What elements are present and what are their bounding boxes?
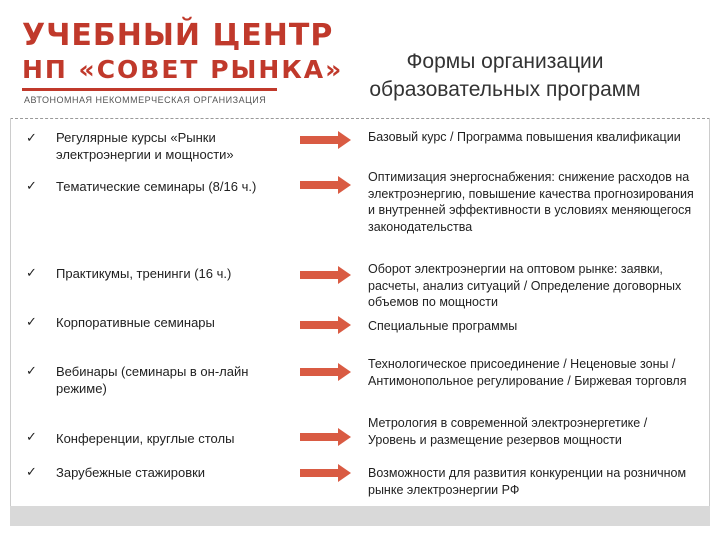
format-label: Зарубежные стажировки [56,465,206,480]
footer-bar [10,506,710,526]
checkmark-icon: ✓ [26,130,37,145]
page-title: Формы организации образовательных программ [369,50,641,101]
arrow-right-icon [300,265,352,285]
checkmark-icon: ✓ [26,265,37,280]
checkmark-icon: ✓ [26,314,37,329]
checkmark-icon: ✓ [26,178,37,193]
checkmark-icon: ✓ [26,363,37,378]
program-label: Базовый курс / Программа повышения квалификации [368,130,681,144]
arrow-right-icon [300,130,352,150]
program-label: Специальные программы [368,319,518,333]
right-frame-line [709,118,710,526]
arrow-right-icon [300,175,352,195]
logo-subtitle: НП «СОВЕТ РЫНКА» [22,55,344,84]
checkmark-icon: ✓ [26,464,37,479]
arrow-right-icon [300,427,352,447]
format-label: Вебинары (семинары в он-лайн режиме) [56,364,249,396]
logo-title: УЧЕБНЫЙ ЦЕНТР [22,18,334,53]
left-frame-line [10,118,11,526]
format-label: Корпоративные семинары [56,315,215,330]
program-label: Технологическое присоединение / Неценовые зоны / Антимонопольное регулирование / Биржевая торговля [368,357,687,388]
arrow-right-icon [300,463,352,483]
header-divider [10,118,710,119]
program-label: Метрология в современной электроэнергетике / Уровень и размещение резервов мощности [368,416,648,447]
arrow-right-icon [300,362,352,382]
format-label: Регулярные курсы «Рынки электроэнергии и мощности» [56,130,234,162]
format-label: Конференции, круглые столы [56,431,235,446]
logo-tagline: АВТОНОМНАЯ НЕКОММЕРЧЕСКАЯ ОРГАНИЗАЦИЯ [24,95,267,105]
program-label: Оборот электроэнергии на оптовом рынке: заявки, расчеты, анализ ситуаций / Определение договорных объемов по мощности [368,262,682,309]
format-label: Тематические семинары (8/16 ч.) [56,179,257,194]
program-label: Возможности для развития конкуренции на розничном рынке электроэнергии РФ [368,466,687,497]
logo-underline [22,88,277,91]
program-label: Оптимизация энергоснабжения: снижение расходов на электроэнергию, повышение качества прогнозирования и внутренней эффективности в условиях меняющегося законодательства [368,170,694,234]
arrow-right-icon [300,315,352,335]
format-label: Практикумы, тренинги (16 ч.) [56,266,232,281]
checkmark-icon: ✓ [26,429,37,444]
